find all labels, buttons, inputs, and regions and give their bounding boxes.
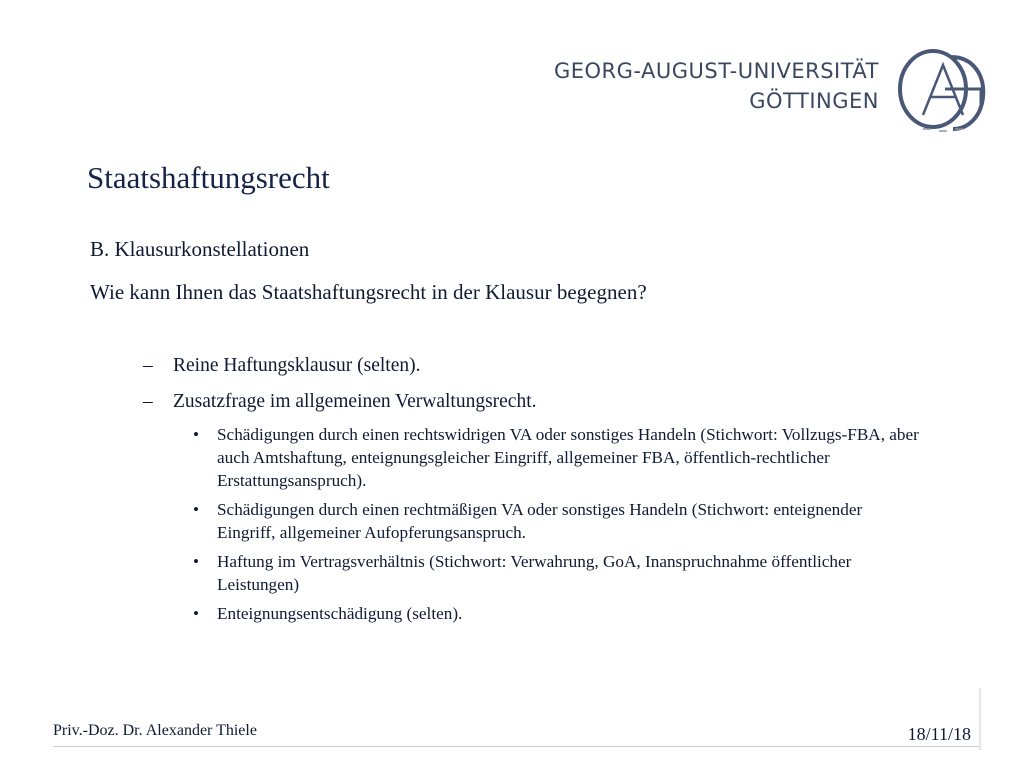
slide-title: Staatshaftungsrecht bbox=[87, 160, 330, 195]
list-item-text: Haftung im Vertragsverhältnis (Stichwort: Verwahrung, GoA, Inanspruchnahme öffentlicher Leistungen) bbox=[217, 552, 852, 594]
dash-marker: – bbox=[143, 391, 153, 412]
university-name-line1: GEORG-AUGUST-UNIVERSITÄT bbox=[553, 59, 879, 83]
university-name-line2: GÖTTINGEN bbox=[749, 89, 879, 113]
slide-edge-shadow bbox=[979, 688, 982, 750]
section-heading: B. Klausurkonstellationen bbox=[90, 237, 310, 261]
list-item-text: Schädigungen durch einen rechtmäßigen VA oder sonstiges Handeln (Stichwort: enteignender Eingriff, allgemeiner Aufopferungsanspruch. bbox=[217, 500, 863, 542]
list-item-text: Schädigungen durch einen rechtswidrigen VA oder sonstiges Handeln (Stichwort: Vollzugs-FBA, aber auch Amtshaftung, enteignungsgleicher Eingriff, allgemeiner FBA, öffentlich-rechtlicher Erstattungsanspruch). bbox=[217, 425, 919, 490]
list-item-text: Enteignungsentschädigung (selten). bbox=[217, 604, 463, 623]
bullet-marker: • bbox=[193, 604, 200, 623]
list-item bbox=[190, 602, 920, 625]
dash-item-text: Reine Haftungsklausur (selten). bbox=[173, 355, 421, 376]
footer-author: Priv.-Doz. Dr. Alexander Thiele bbox=[53, 722, 257, 739]
footer-date: 18/11/18 bbox=[907, 724, 971, 744]
university-seal-logo-icon bbox=[893, 45, 993, 135]
sub-bullet-list bbox=[190, 423, 920, 631]
list-item bbox=[190, 423, 920, 492]
bullet-marker: • bbox=[193, 425, 200, 444]
dash-marker: – bbox=[143, 355, 153, 376]
dash-item-text: Zusatzfrage im allgemeinen Verwaltungsrecht. bbox=[173, 391, 537, 412]
section-question: Wie kann Ihnen das Staatshaftungsrecht in der Klausur begegnen? bbox=[90, 280, 647, 304]
dash-item bbox=[143, 355, 420, 377]
bullet-marker: • bbox=[193, 500, 200, 519]
dash-item bbox=[143, 391, 537, 413]
list-item bbox=[190, 550, 920, 596]
bullet-marker: • bbox=[193, 552, 200, 571]
list-item bbox=[190, 498, 920, 544]
university-name bbox=[554, 56, 879, 116]
footer-divider bbox=[53, 746, 979, 747]
